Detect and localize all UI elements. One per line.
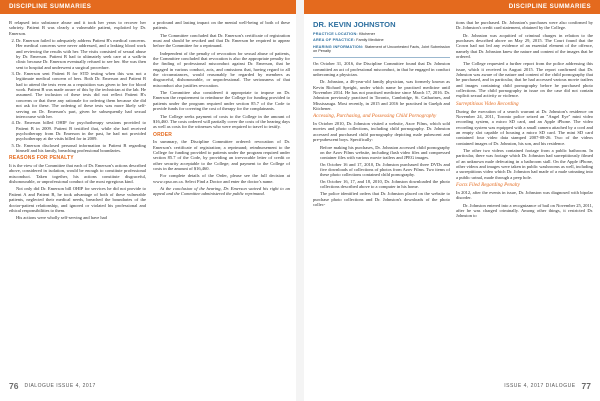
right-page-footer (504, 381, 591, 391)
paragraph: In 2012, after the events in issue, Dr. Johnston was diagnosed with bipolar disorder. (456, 189, 593, 201)
paragraph: tions that he purchased. Dr. Johnston's purchases were also confirmed by Dr. Johnston's credit card statement, obtained by the College. (456, 20, 593, 31)
subheading: Facts Filed Regarding Penalty (456, 182, 520, 189)
finding-item: 2. Dr. Emerson failed to adequately address Patient B's medical concerns. Her medical concerns were never addressed, and a leaking blood work and reviewing the results with her. The visits consisted of sexual abuse by Dr. Emerson. Patient B had to ultimately seek care at a walk-in clinic because Dr. Emerson eventually refused to see her. She was then sent to hospital and underwent a surgical procedure. (16, 38, 146, 70)
practice-location (313, 32, 450, 37)
right-page-column-1 (313, 20, 450, 376)
paragraph: On October 31, 2016, the Discipline Committee found that Dr. Johnston committed an act of professional misconduct, in that he engaged in conduct unbecoming a physician. (313, 61, 450, 77)
finding-item: 4. Dr. Emerson billed OHIP for psychotherapy sessions provided to Patient B in 2009. Patient B testified that, while she had received psychotherapy from Dr. Emerson in the past, he had not provided psychotherapy at the visits billed for in 2009. (16, 120, 146, 141)
paragraph: His actions were wholly self-serving and have had (16, 215, 107, 221)
divider (313, 57, 450, 58)
reasons-heading: REASONS FOR PENALTY (9, 155, 74, 162)
paragraph: It is the view of the Committee that each of Dr. Emerson's actions described above, considered in isolation, would be enough to constitute professional misconduct. Taken together, his actions constitute disgraceful, dishonourable, or unprofessional conduct of the most egregious kind. (9, 163, 146, 185)
paragraph: In summary, the Discipline Committee ordered: revocation of Dr. Emerson's certificate of registration; a reprimand; reimbursement to the College for funding provided to patients under the program required under section 85.7 of the Code, by providing an irrevocable letter of credit or other security acceptable to the College; and payment to the College of costs in the amount of $16,460. (153, 139, 290, 172)
meta-value: Statement of Uncontested Facts, Joint Submission on Penalty (313, 44, 450, 54)
publication-line: ISSUE 4, 2017 DIALOGUE (504, 383, 576, 389)
paragraph: The other two videos contained footage from a public bathroom. In particular, there was footage which Dr. Johnston had surreptitiously filmed of an unknown male defecating in a bathroom stall. On the Apple iPhone, other videos and images were taken in public washrooms as well, including a surreptitious video which Dr. Johnston had made of a male urinating into a public urinal, made through a peep hole. (456, 148, 593, 180)
paragraph: The College requested a further report from the police addressing this issue, which it received in August 2015. The report confirmed that Dr. Johnston was aware of the nature and content of the child pornography that he purchased, and in particular, that he had accessed various movie trailers and images containing child pornography before he purchased photo collections. The child pornography in issue on the case did not contain explicit sexual activity or violence. (456, 61, 593, 99)
left-page-column-1 (9, 20, 146, 376)
meta-label: PRACTICE LOCATION: (313, 32, 358, 36)
paragraph: Not only did Dr. Emerson bill OHIP for services he did not provide to Patient A and Patient B, he took advantage of both of these vulnerable patients, neglected their medical needs, breached the boundaries of the doctor-patient relationship, and ignored or violated his professional and ethical responsibilities to them. (9, 186, 146, 213)
left-header-band (0, 0, 296, 14)
subheading: Surreptitious Video Recording (456, 100, 519, 107)
meta-value: Family Medicine (356, 38, 384, 43)
list-item: • On October 16, 17, and 18, 2010, Dr. Johnston downloaded the photo collections described above to a computer in his home. (320, 179, 450, 190)
page-number: 77 (581, 381, 591, 391)
paragraph: The police identified orders that Dr. Johnston placed on the website to purchase photo collections and Dr. Johnston's downloads of the photo collec- (313, 191, 450, 207)
finding-item: 3. Dr. Emerson sent Patient B for STD testing when this was not a legitimate medical concern of hers. Both Dr. Emerson and Patient B had to attend the tests even as a requisition was given to her for blood work. Patient B was made aware of this by the technician at the lab. He assumed. The inclusion of these tests did not reflect Patient B's concerns or that there any rationale for ordering them because she did not ask for these. The ordering of these tests was more likely self-serving on Dr. Emerson's part, given he subsequently had sexual intercourse with her. (16, 71, 146, 119)
case-title: DR. KEVIN JOHNSTON (313, 20, 396, 29)
meta-label: HEARING INFORMATION: (313, 44, 364, 49)
page-gutter (296, 0, 304, 401)
right-page-column-2 (456, 20, 593, 376)
subheading: Accessing, Purchasing, and Possessing Child Pornography (313, 113, 437, 120)
paragraph: The Committee also considered it appropriate to impose on Dr. Emerson the requirement to reimburse the College for funding provided to patients under the program required under section 85.7 of the Code to provide funds for covering the cost of therapy for the complainants. (153, 90, 290, 112)
right-header-band (304, 0, 600, 14)
publication-line: DIALOGUE ISSUE 4, 2017 (24, 383, 96, 389)
hearing-information (313, 45, 450, 55)
list-item: • On October 16 and 17, 2010, Dr. Johnston purchased three DVDs and five downloads of collections of photos from Azov Films. Two items of these photo collections contained child pornography. (320, 162, 450, 178)
page-number: 76 (9, 381, 19, 391)
paragraph: Dr. Johnston entered into a recognizance of bail on November 25, 2011, after he was charged criminally. Among other things, it restricted Dr. Johnston to (456, 202, 593, 219)
paragraph: a profound and lasting impact on the mental well-being of both of these patients. (153, 20, 290, 31)
left-page-footer (9, 381, 96, 391)
paragraph: The College seeks payment of costs to the College in the amount of $16,460. The costs ordered will partially cover the costs of the hearing days as well as costs for the witnesses who were required to travel to testify. (153, 113, 290, 130)
list-item: • Before making his purchases, Dr. Johnston accessed child pornography on the Azov Films website, including flash video files and compressed container files with various movie trailers and JPEG images. (320, 145, 450, 161)
left-section-label: DISCIPLINE SUMMARIES (9, 3, 92, 10)
meta-label: AREA OF PRACTICE: (313, 38, 356, 43)
meta-value: Kitchener (358, 32, 375, 36)
paragraph: The Committee concluded that Dr. Emerson's certificate of registration must and should be revoked and that Dr. Emerson be required to appear before the Committee for a reprimand. (153, 32, 290, 49)
findings-list (9, 38, 146, 153)
paragraph: In October 2010, Dr. Johnston visited a website, Azov Films, which sold movies and photo collections, including child pornography. Dr. Johnston accessed and purchased child pornography depicting male pubescent and pre-pubescent boys. Specifically: (313, 121, 450, 143)
finding-item: 5. Dr. Emerson disclosed personal information to Patient B regarding himself and his family, breaching professional boundaries. (16, 143, 146, 154)
paragraph: Independent of the penalty of revocation for sexual abuse of patients, the Committee concluded that revocation is also the appropriate penalty for the finding of professional misconduct against Dr. Emerson, that he engaged in various conduct, acts, and omissions that, having regard to all the circumstances, would reasonably be regarded by members as disgraceful, dishonourable, or unprofessional. The seriousness of that misconduct also justifies revocation. (153, 50, 290, 88)
order-heading: ORDER (153, 131, 173, 138)
area-of-practice (313, 38, 450, 43)
paragraph: Dr. Johnston, a 46-year-old family physician, was formerly known as Kevin Richard Speight, under which name he practised medicine until November 2014. He has not practised medicine since March 17, 2016. Dr. Johnston previously practised in Toronto, Cambridge, St. Catharines, and Mississauga. Most recently, in 2015 and 2016 he practised in Guelph and Kitchener. (313, 79, 450, 111)
paragraph: B relapsed into substance abuse and it took her years to recover her sobriety. Patient B was clearly a vulnerable patient, exploited by Dr. Emerson. (9, 20, 146, 36)
appeal-note: At the conclusion of the hearing, Dr. Emerson waived his right to an appeal and the Committee administered the public reprimand. (153, 186, 290, 197)
paragraph: Dr. Johnston was acquitted of criminal charges in relation to the purchases described above on May 29, 2015. The Court found that the Crown had not led any evidence of an essential element of the offence, namely that Dr. Johnston knew the nature and content of the images that he ordered. (456, 32, 593, 60)
left-page-column-2 (153, 20, 290, 376)
purchase-list (313, 145, 450, 190)
paragraph: For complete details of the Order, please see the full decision at www.cpso.on.ca. Select Find a Doctor and enter the doctor's name. (153, 173, 290, 184)
paragraph: During the execution of a search warrant at Dr. Johnston's residence on November 24, 2011, Toronto police seized an "Angel Eye" mini video recording system, a micro SD card, and an Apple iPhone. The video recording system was equipped with a small camera attached by a cord and an empty slot capable of housing a micro SD card. The mini SD card contained four video data stamped 2007-08-26. Two of the videos contained images of Dr. Johnston, his son, and his residence. (456, 108, 593, 146)
right-section-label: DISCIPLINE SUMMARIES (508, 3, 591, 10)
